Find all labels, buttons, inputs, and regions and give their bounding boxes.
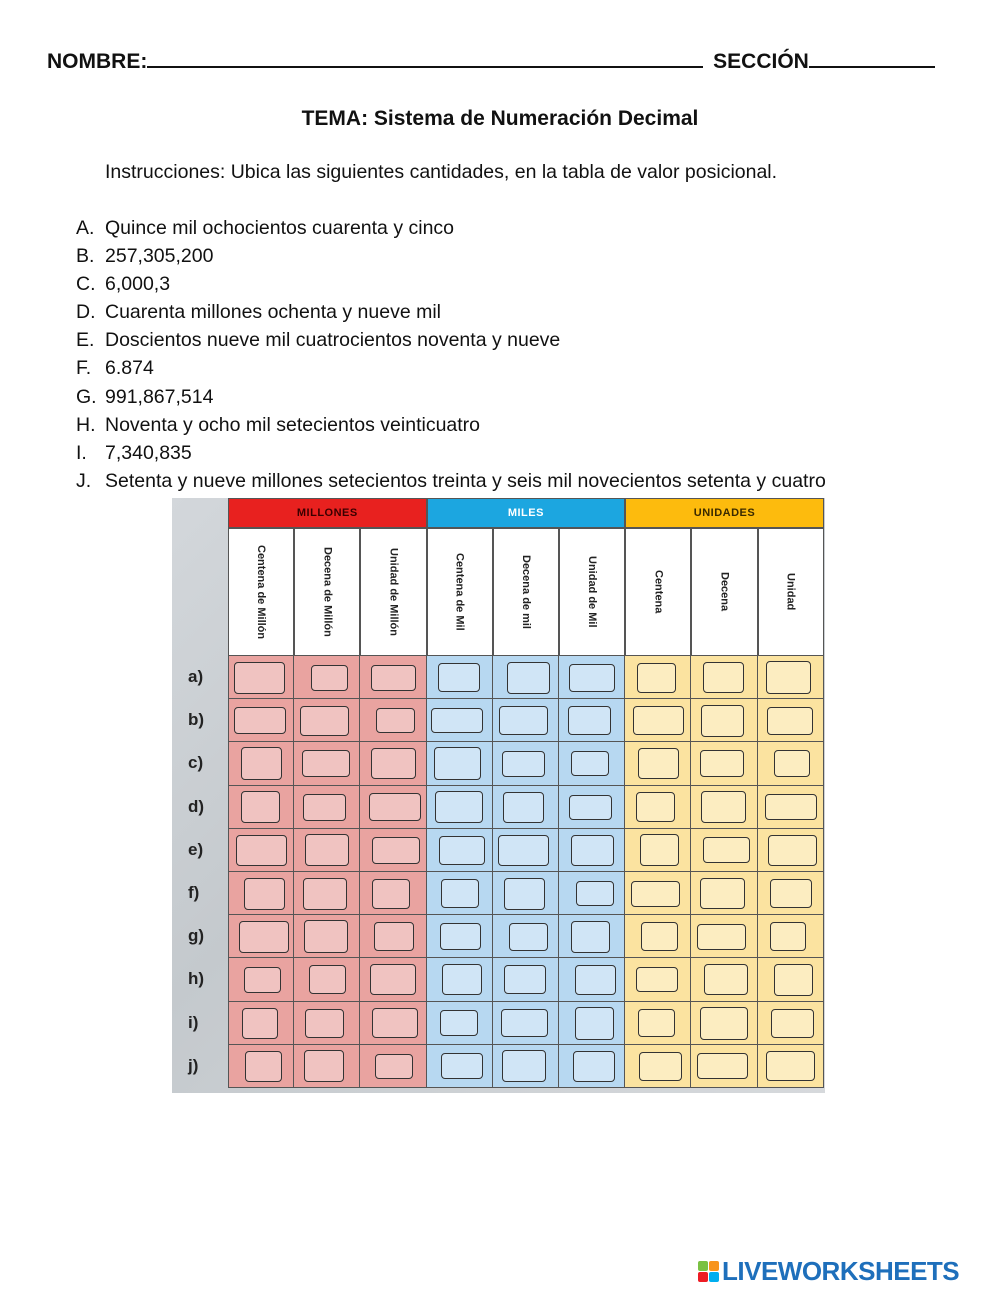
table-cell — [625, 1002, 691, 1045]
answer-box[interactable] — [700, 750, 744, 777]
answer-box[interactable] — [302, 750, 350, 777]
list-item-text: Quince mil ochocientos cuarenta y cinco — [105, 217, 455, 239]
place-value-table — [172, 498, 825, 1093]
answer-box[interactable] — [241, 791, 280, 823]
table-cell — [228, 915, 294, 958]
table-cell — [294, 742, 360, 785]
table-cell — [559, 656, 625, 699]
group-header: MILES — [427, 498, 626, 528]
table-cell — [360, 958, 426, 1001]
answer-box[interactable] — [245, 1051, 282, 1082]
table-cell — [294, 958, 360, 1001]
list-item-text: Doscientos nueve mil cuatrocientos noventa y nueve — [105, 329, 561, 352]
table-cell — [228, 699, 294, 742]
table-cell — [625, 742, 691, 785]
list-item-letter: J. — [76, 469, 92, 492]
answer-box[interactable] — [697, 1053, 748, 1079]
row-label: a) — [188, 667, 204, 686]
answer-box[interactable] — [438, 663, 480, 692]
nombre-label: NOMBRE: — [47, 50, 148, 73]
answer-box[interactable] — [571, 835, 614, 866]
table-cell — [625, 915, 691, 958]
answer-box[interactable] — [631, 881, 680, 907]
table-cell — [294, 1045, 360, 1088]
answer-box[interactable] — [374, 922, 414, 951]
answer-box[interactable] — [435, 791, 483, 823]
table-cell — [758, 1002, 824, 1045]
table-cell — [427, 656, 493, 699]
table-cell — [758, 1045, 824, 1088]
answer-box[interactable] — [504, 878, 545, 910]
answer-box[interactable] — [372, 879, 410, 909]
answer-box[interactable] — [575, 965, 616, 995]
answer-box[interactable] — [509, 923, 548, 951]
answer-box[interactable] — [704, 964, 748, 995]
table-cell — [758, 958, 824, 1001]
column-header-label: Centena — [652, 570, 665, 614]
answer-box[interactable] — [242, 1008, 278, 1039]
answer-box[interactable] — [441, 1053, 483, 1079]
table-cell — [559, 786, 625, 829]
table-cell — [228, 786, 294, 829]
column-header-label: Unidad de Mil — [586, 556, 599, 628]
answer-box[interactable] — [697, 924, 746, 950]
list-item-letter: B. — [76, 245, 95, 268]
logo-square — [698, 1261, 708, 1271]
list-item-text: 7,340,835 — [105, 441, 192, 464]
instructions: Instrucciones: Ubica las siguientes cantidades, en la tabla de valor posicional. — [105, 161, 778, 183]
column-header — [228, 528, 294, 656]
list-item-letter: F. — [76, 357, 92, 380]
table-cell — [427, 786, 493, 829]
table-cell — [625, 958, 691, 1001]
row-label: d) — [188, 796, 205, 816]
table-cell — [559, 915, 625, 958]
logo-text: LIVEWORKSHEETS — [722, 1256, 960, 1286]
logo-icon — [698, 1261, 719, 1282]
list-item-text: 257,305,200 — [105, 245, 214, 268]
answer-box[interactable] — [241, 747, 282, 780]
answer-box[interactable] — [633, 706, 684, 735]
table-cell — [360, 742, 426, 785]
answer-box[interactable] — [244, 878, 285, 910]
list-item — [76, 244, 826, 272]
table-cell — [691, 786, 757, 829]
answer-box[interactable] — [703, 837, 750, 863]
row-label: j) — [188, 1055, 199, 1075]
table-cell — [758, 742, 824, 785]
table-cell — [625, 829, 691, 872]
column-header — [294, 528, 360, 656]
page-title: TEMA: Sistema de Numeración Decimal — [301, 107, 699, 130]
list-item-letter: G. — [76, 385, 97, 408]
answer-box[interactable] — [440, 1010, 478, 1036]
column-header — [758, 528, 824, 656]
table-cell — [228, 1045, 294, 1088]
answer-box[interactable] — [376, 708, 415, 733]
item-list — [76, 216, 826, 497]
answer-box[interactable] — [575, 1007, 614, 1040]
answer-box[interactable] — [503, 792, 544, 823]
answer-box[interactable] — [369, 793, 421, 821]
table-cell — [427, 915, 493, 958]
answer-box[interactable] — [703, 662, 744, 693]
answer-box[interactable] — [636, 967, 678, 992]
column-header-label: Centena de Millón — [255, 544, 268, 640]
table-cell — [493, 872, 559, 915]
table-cell — [294, 1002, 360, 1045]
column-header — [691, 528, 757, 656]
answer-box[interactable] — [371, 748, 416, 779]
table-cell — [758, 915, 824, 958]
table-cell — [427, 958, 493, 1001]
group-header: UNIDADES — [625, 498, 824, 528]
answer-box[interactable] — [372, 1008, 418, 1038]
list-item — [76, 300, 826, 328]
column-header-label: Unidad de Millón — [387, 548, 400, 636]
answer-box[interactable] — [304, 920, 348, 953]
table-cell — [559, 872, 625, 915]
table-cell — [427, 1045, 493, 1088]
table-cell — [294, 699, 360, 742]
answer-box[interactable] — [370, 964, 416, 995]
list-item — [76, 413, 826, 441]
column-header-label: Unidad — [784, 573, 797, 611]
answer-box[interactable] — [774, 750, 810, 777]
seccion-field[interactable] — [809, 46, 935, 68]
answer-box[interactable] — [304, 1050, 344, 1082]
answer-box[interactable] — [700, 878, 745, 909]
answer-box[interactable] — [300, 706, 349, 736]
column-header — [427, 528, 493, 656]
answer-box[interactable] — [234, 707, 286, 734]
row-label: h) — [188, 969, 205, 989]
answer-box[interactable] — [639, 1052, 682, 1081]
answer-box[interactable] — [774, 964, 813, 996]
answer-box[interactable] — [571, 921, 610, 953]
table-cell — [360, 1045, 426, 1088]
list-item-text: Cuarenta millones ochenta y nueve mil — [105, 301, 442, 324]
answer-box[interactable] — [234, 662, 285, 694]
list-item-letter: C. — [76, 273, 96, 296]
nombre-field[interactable] — [147, 46, 703, 68]
answer-box[interactable] — [768, 835, 817, 866]
answer-box[interactable] — [700, 1007, 748, 1040]
table-cell — [691, 656, 757, 699]
table-cell — [493, 656, 559, 699]
answer-box[interactable] — [440, 923, 481, 950]
answer-box[interactable] — [502, 751, 545, 777]
table-cell — [228, 1002, 294, 1045]
table-cell — [758, 699, 824, 742]
table-cell — [758, 872, 824, 915]
table-cell — [493, 786, 559, 829]
table-cell — [625, 699, 691, 742]
table-cell — [360, 656, 426, 699]
table-cell — [493, 1045, 559, 1088]
list-item-letter: H. — [76, 413, 96, 436]
table-cell — [625, 1045, 691, 1088]
table-cell — [691, 829, 757, 872]
seccion-label: SECCIÓN — [713, 50, 809, 73]
answer-box[interactable] — [638, 1009, 675, 1037]
list-item — [76, 469, 826, 497]
table-cell — [427, 699, 493, 742]
answer-box[interactable] — [244, 967, 281, 993]
table-cell — [625, 872, 691, 915]
table-cell — [758, 656, 824, 699]
table-cell — [625, 786, 691, 829]
answer-box[interactable] — [303, 878, 347, 910]
table-cell — [493, 699, 559, 742]
answer-box[interactable] — [303, 794, 346, 821]
table-cell — [294, 656, 360, 699]
answer-box[interactable] — [701, 705, 744, 737]
answer-box[interactable] — [637, 663, 676, 693]
table-cell — [625, 656, 691, 699]
table-cell — [360, 872, 426, 915]
row-label: c) — [188, 753, 204, 773]
answer-box[interactable] — [569, 795, 612, 820]
table-cell — [493, 915, 559, 958]
table-cell — [758, 829, 824, 872]
row-label: b) — [188, 710, 205, 730]
table-cell — [493, 829, 559, 872]
column-header — [625, 528, 691, 656]
table-cell — [493, 958, 559, 1001]
table-cell — [294, 829, 360, 872]
answer-box[interactable] — [499, 706, 548, 735]
table-grid — [228, 498, 824, 1088]
answer-box[interactable] — [498, 835, 549, 866]
list-item-text: Noventa y ocho mil setecientos veinticuatro — [105, 413, 481, 436]
answer-box[interactable] — [571, 751, 609, 776]
table-cell — [294, 786, 360, 829]
row-label: e) — [188, 839, 204, 859]
answer-box[interactable] — [442, 964, 482, 995]
answer-box[interactable] — [305, 1009, 344, 1038]
answer-box[interactable] — [636, 792, 675, 822]
logo-square — [698, 1272, 708, 1282]
column-header-label: Decena de Millón — [321, 547, 334, 637]
answer-box[interactable] — [439, 836, 485, 865]
column-header — [559, 528, 625, 656]
table-cell — [360, 699, 426, 742]
table-cell — [559, 1002, 625, 1045]
answer-box[interactable] — [434, 747, 481, 780]
answer-box[interactable] — [502, 1050, 546, 1082]
list-item-letter: I. — [76, 441, 87, 464]
answer-box[interactable] — [371, 665, 416, 691]
answer-box[interactable] — [771, 1009, 814, 1038]
list-item — [76, 441, 826, 469]
table-cell — [691, 872, 757, 915]
table-cell — [228, 829, 294, 872]
column-header-label: Decena — [718, 572, 731, 612]
answer-box[interactable] — [441, 879, 479, 908]
answer-box[interactable] — [236, 835, 287, 866]
column-header — [493, 528, 559, 656]
table-cell — [691, 958, 757, 1001]
table-cell — [427, 829, 493, 872]
table-cell — [559, 1045, 625, 1088]
table-cell — [758, 786, 824, 829]
table-cell — [360, 915, 426, 958]
answer-box[interactable] — [501, 1009, 548, 1037]
answer-box[interactable] — [576, 881, 614, 906]
table-cell — [427, 872, 493, 915]
table-cell — [294, 872, 360, 915]
answer-box[interactable] — [767, 707, 813, 735]
list-item-letter: A. — [76, 217, 95, 239]
table-cell — [294, 915, 360, 958]
list-item — [76, 385, 826, 413]
liveworksheets-logo — [698, 1256, 959, 1287]
answer-box[interactable] — [641, 922, 678, 951]
list-item — [76, 356, 826, 384]
answer-box[interactable] — [372, 837, 420, 864]
answer-box[interactable] — [239, 921, 289, 953]
table-cell — [691, 1045, 757, 1088]
answer-box[interactable] — [770, 922, 806, 951]
table-cell — [559, 829, 625, 872]
answer-box[interactable] — [311, 665, 348, 691]
table-cell — [427, 1002, 493, 1045]
table-cell — [228, 742, 294, 785]
list-item-text: 6,000,3 — [105, 273, 171, 296]
answer-box[interactable] — [568, 706, 611, 735]
answer-box[interactable] — [569, 664, 615, 692]
table-cell — [559, 699, 625, 742]
list-item-text: 6.874 — [105, 357, 154, 380]
table-cell — [691, 742, 757, 785]
table-cell — [427, 742, 493, 785]
answer-box[interactable] — [701, 791, 746, 823]
header-line — [47, 46, 957, 74]
table-cell — [360, 829, 426, 872]
answer-box[interactable] — [431, 708, 483, 733]
list-item-letter: D. — [76, 301, 96, 324]
answer-box[interactable] — [305, 834, 349, 866]
answer-box[interactable] — [770, 879, 812, 908]
column-header-label: Centena de Mil — [453, 553, 466, 631]
row-label: f) — [188, 883, 200, 902]
list-item-letter: E. — [76, 329, 95, 352]
answer-box[interactable] — [766, 1051, 815, 1081]
list-item — [76, 216, 826, 244]
table-cell — [228, 958, 294, 1001]
list-item-text: Setenta y nueve millones setecientos treinta y seis mil novecientos setenta y cuatro — [105, 469, 826, 492]
answer-box[interactable] — [375, 1054, 413, 1079]
table-cell — [228, 872, 294, 915]
table-cell — [691, 1002, 757, 1045]
answer-box[interactable] — [640, 834, 679, 866]
column-header — [360, 528, 426, 656]
logo-square — [709, 1261, 719, 1271]
list-item — [76, 272, 826, 300]
table-cell — [360, 786, 426, 829]
answer-box[interactable] — [309, 965, 346, 994]
answer-box[interactable] — [504, 965, 546, 994]
table-cell — [559, 742, 625, 785]
table-cell — [691, 915, 757, 958]
list-item — [76, 328, 826, 356]
table-cell — [228, 656, 294, 699]
answer-box[interactable] — [507, 662, 550, 694]
table-cell — [493, 742, 559, 785]
logo-square — [709, 1272, 719, 1282]
column-header-label: Decena de mil — [519, 555, 532, 629]
answer-box[interactable] — [766, 661, 811, 694]
table-cell — [360, 1002, 426, 1045]
answer-box[interactable] — [765, 794, 817, 820]
table-cell — [493, 1002, 559, 1045]
row-label: g) — [188, 926, 205, 946]
list-item-text: 991,867,514 — [105, 385, 214, 408]
table-cell — [691, 699, 757, 742]
table-cell — [559, 958, 625, 1001]
group-header: MILLONES — [228, 498, 427, 528]
answer-box[interactable] — [573, 1051, 615, 1082]
answer-box[interactable] — [638, 748, 679, 779]
row-label: i) — [188, 1012, 199, 1032]
